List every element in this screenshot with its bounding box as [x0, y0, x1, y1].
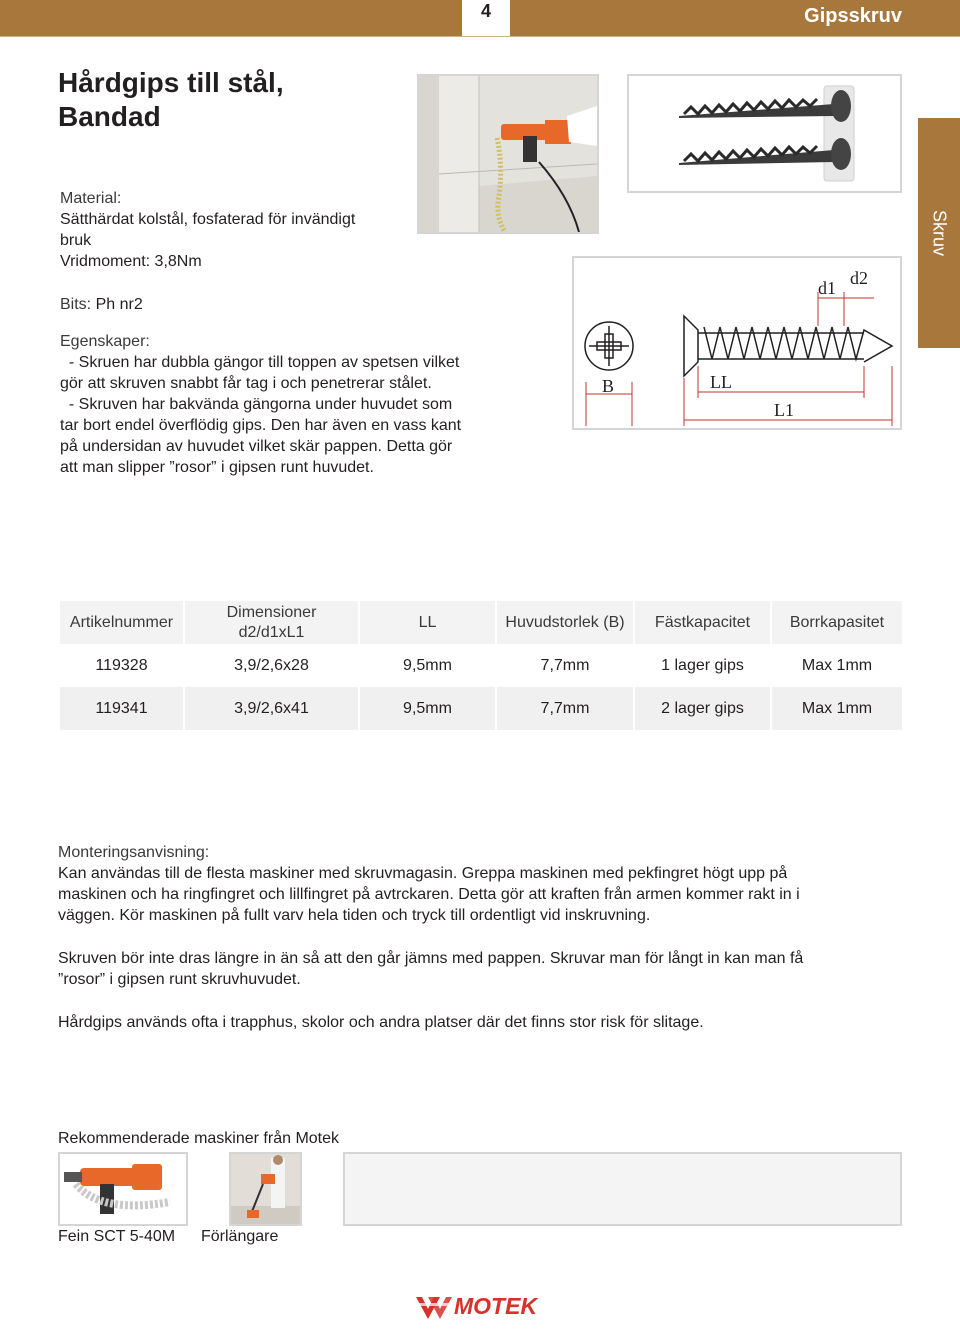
side-tab[interactable] — [918, 118, 960, 348]
properties-line: - Skruen har dubbla gängor till toppen av spetsen vilket — [60, 354, 460, 371]
cell-drilling-capacity: Max 1mm — [771, 687, 902, 730]
cell-dimensions: 3,9/2,6x28 — [184, 644, 359, 687]
material-line2: bruk — [60, 232, 92, 249]
torque-value: Vridmoment: 3,8Nm — [60, 253, 202, 270]
col-header-dimensions — [184, 601, 359, 644]
table-row — [60, 644, 902, 687]
screw-photo — [627, 74, 902, 193]
properties-label: Egenskaper: — [60, 333, 150, 350]
properties-line: att man slipper ”rosor” i gipsen runt huvudet. — [60, 459, 374, 476]
label-ll: LL — [710, 372, 732, 392]
col-header-article: Artikelnummer — [60, 601, 184, 644]
cell-article: 119341 — [60, 687, 184, 730]
col-header-fastening-capacity: Fästkapacitet — [634, 601, 771, 644]
section-title: Gipsskruv — [804, 5, 902, 27]
screw-diagram — [572, 256, 902, 430]
product-title-line1: Hårdgips till stål, — [58, 67, 284, 98]
mounting-p1-line: maskinen och ha ringfingret och lillfingret på avtrckaren. Detta gör att kraften från armen kommer rakt in i — [58, 886, 800, 903]
machine-caption-extension: Förlängare — [201, 1228, 279, 1245]
properties-line: på undersidan av huvudet vilket skär pappen. Detta gör — [60, 438, 453, 455]
cell-fastening-capacity: 2 lager gips — [634, 687, 771, 730]
extension-illustration — [231, 1154, 300, 1224]
mounting-paragraph-3 — [58, 1012, 908, 1033]
drill-usage-illustration — [419, 76, 597, 232]
table-header-row — [60, 601, 902, 644]
recommended-label: Rekommenderade maskiner från Motek — [58, 1130, 340, 1147]
motek-logo — [414, 1291, 548, 1323]
mounting-paragraph-2 — [58, 948, 908, 990]
mounting-label: Monteringsanvisning: — [58, 844, 210, 861]
screw-dimension-drawing — [574, 258, 900, 428]
label-b: B — [602, 376, 615, 396]
bits-label: Bits: — [60, 296, 92, 313]
cell-drilling-capacity: Max 1mm — [801, 656, 873, 674]
drill-usage-photo — [417, 74, 599, 234]
properties-line: - Skruven har bakvända gängorna under huvudet som — [60, 396, 453, 413]
col-header-ll: LL — [359, 601, 496, 644]
label-l1: L1 — [774, 400, 794, 420]
product-title-line2: Bandad — [58, 101, 161, 132]
label-d1: d1 — [818, 278, 836, 298]
cell-head-size: 7,7mm — [496, 644, 634, 687]
cell-ll: 9,5mm — [359, 687, 496, 730]
cell-head-size: 7,7mm — [496, 687, 634, 730]
col-header-dimensions-line2: d2/d1xL1 — [238, 623, 305, 641]
properties-line: tar bort endel överflödig gips. Den har även en vass kant — [60, 417, 462, 434]
motek-logo-text: MOTEK — [454, 1293, 538, 1319]
product-title — [58, 66, 284, 134]
screwdriver-illustration — [60, 1154, 186, 1224]
cell-article: 119328 — [60, 644, 184, 687]
col-header-drilling-capacity: Borrkapasitet — [771, 601, 902, 644]
machine-photo-extension[interactable] — [229, 1152, 302, 1226]
side-tab-label: Skruv — [929, 209, 950, 257]
machine-caption-fein: Fein SCT 5-40M — [58, 1228, 176, 1245]
bits-value: Ph nr2 — [95, 296, 143, 313]
table-row — [60, 687, 902, 730]
col-header-head-size: Huvudstorlek (B) — [496, 601, 634, 644]
mounting-block — [58, 842, 908, 926]
mounting-p2-line: ”rosor” i gipsen runt skruvhuvudet. — [58, 971, 301, 988]
mounting-p1-line: väggen. Kör maskinen på fullt varv hela tiden och tryck till ordentligt vid inskruvning. — [58, 907, 651, 924]
header-divider — [0, 36, 960, 37]
col-header-dimensions-line1: Dimensioner — [226, 603, 317, 621]
screw-strip-illustration — [629, 76, 900, 191]
properties-line: gör att skruven snabbt får tag i och penetrerar stålet. — [60, 375, 432, 392]
mounting-p3: Hårdgips används ofta i trapphus, skolor och andra platser där det finns stor risk för slitage. — [58, 1014, 704, 1031]
cell-dimensions: 3,9/2,6x41 — [184, 687, 359, 730]
spec-table — [60, 601, 902, 730]
page-number: 4 — [480, 1, 491, 21]
properties-block — [60, 331, 530, 478]
bits-block — [60, 294, 510, 315]
material-label: Material: — [60, 190, 122, 207]
machine-photo-placeholder — [343, 1152, 902, 1226]
mounting-p1-line: Kan användas till de flesta maskiner med skruvmagasin. Greppa maskinen med pekfingret högt upp på — [58, 865, 788, 882]
material-line1: Sätthärdat kolstål, fosfaterad för invändigt — [60, 211, 356, 228]
cell-fastening-capacity: 1 lager gips — [634, 644, 771, 687]
label-d2: d2 — [850, 268, 868, 288]
machine-photo-fein[interactable] — [58, 1152, 188, 1226]
cell-ll: 9,5mm — [359, 644, 496, 687]
mounting-p2-line: Skruven bör inte dras längre in än så att den går jämns med pappen. Skruvar man för långt in kan man få — [58, 950, 804, 967]
